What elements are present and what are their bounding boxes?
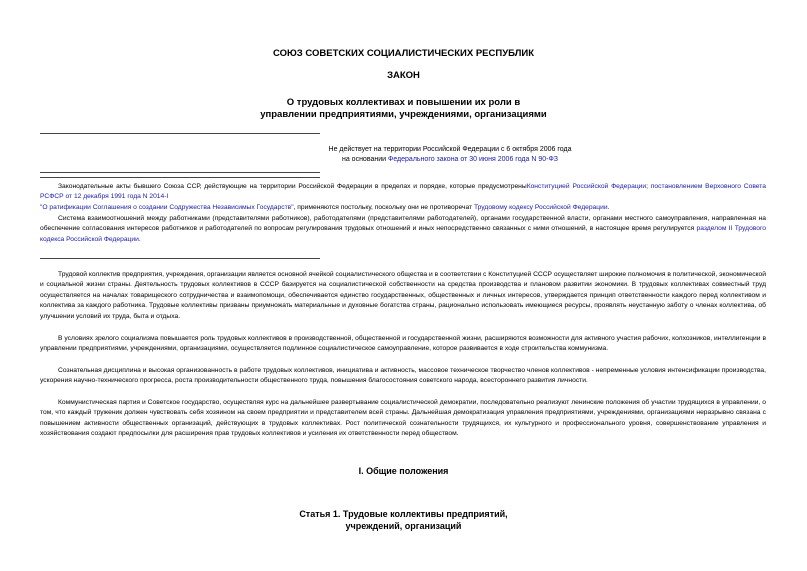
state-heading: СОЮЗ СОВЕТСКИХ СОЦИАЛИСТИЧЕСКИХ РЕСПУБЛИК: [272, 48, 534, 59]
labor-code-link[interactable]: Трудовому кодексу Российской Федерации: [473, 203, 608, 211]
labor-code-section-link[interactable]: разделом II Трудового кодекса Российской Федерации: [40, 225, 766, 243]
commentary-paragraph-2: [40, 214, 766, 245]
doc-type-heading: ЗАКОН: [387, 70, 420, 81]
article-heading-line-1: Статья 1. Трудовые коллективы предприятий,: [299, 509, 508, 519]
divider: [40, 133, 320, 134]
divider: [40, 258, 320, 259]
status-note-prefix: на основании: [341, 156, 388, 163]
divider: [40, 177, 320, 178]
commentary-paragraph-1: [40, 182, 766, 213]
commentary-separator: ;: [646, 183, 648, 190]
supreme-soviet-resolution-link[interactable]: постановлением Верховного Совета РСФСР от 12 декабря 1991 года N 2014-I: [40, 183, 767, 201]
commentary-text: .: [138, 235, 141, 243]
commentary-text: Система взаимоотношений между работниками (представителями работников), работодателями (представителями работодателей), органами государственной власти, органами местного самоуправления, направленная на обеспечение согласования интересов работников и работодателей по вопросам регулирования трудовых отношений и иных непосредственно связанных с ними отношений, в настоящее время регулируется: [40, 215, 766, 233]
commentary-text: Законодательные акты бывшего Союза ССР, действующие на территории Российской Федерации в пределах и порядке, которые предусмотрены: [58, 183, 527, 190]
status-note-line-2: [200, 155, 700, 165]
law-title-line-2: управлении предприятиями, учреждениями, организациями: [260, 109, 547, 120]
cis-agreement-link[interactable]: "О ратификации Соглашения о создании Содружества Независимых Государств": [40, 203, 294, 211]
article-heading-line-2: учреждений, организаций: [345, 521, 462, 531]
commentary-text: , применяются постольку, поскольку они не противоречат: [293, 203, 474, 211]
status-note-line-1: Не действует на территории Российской Федерации с 6 октября 2006 года: [328, 146, 572, 153]
preamble-paragraph-3: Сознательная дисциплина и высокая организованность в работе трудовых коллективов, инициатива и активность, массовое техническое творчество членов коллективов - непременные условия интенсификации производства, ускорения научно-технического прогресса, роста производительности общественного труда, повышения благосостояния советского народа, всестороннего развития личности.: [40, 367, 766, 385]
preamble-paragraph-1: Трудовой коллектив предприятия, учреждения, организации является основной ячейкой социалистического общества и в соответствии с Конституцией СССР осуществляет широкие полномочия в политической, экономической и социальной жизни страны. Деятельность трудовых коллективов в СССР базируется на социалистической собственности на средства производства и плановом развитии экономики. В трудовых коллективах совместный труд осуществляется на началах товарищеского сотрудничества и взаимопомощи, обеспечивается единство государственных, общественных и личных интересов, утверждается принцип ответственности каждого перед коллективом и коллектива за каждого работника. Трудовые коллективы призваны приумножать материальные и духовные богатства страны, рационально использовать имеющиеся ресурсы, проявлять неустанную заботу о членах коллектива, об улучшении условий их труда, быта и отдыха.: [40, 271, 766, 320]
law-title: [0, 97, 807, 121]
preamble-paragraph-4: Коммунистическая партия и Советское государство, осуществляя курс на дальнейшее развертывание социалистической демократии, последовательно реализуют ленинские положения об участии трудящихся в управлении, о том, что каждый труженик должен чувствовать себя хозяином на своем предприятии и представителем всей страны. Дальнейшая демократизация управления предприятиями, учреждениями, организациями неразрывно связана с повышением активности общественных организаций, действующих в трудовых коллективах. Рост политической сознательности трудящихся, их культурного и профессионального уровня, совершенствование управления и хозяйствования создают предпосылки для расширения прав трудовых коллективов и усиления их ответственности перед обществом.: [40, 399, 766, 438]
divider: [40, 172, 320, 173]
commentary-text: .: [607, 203, 610, 211]
section-heading: I. Общие положения: [358, 466, 449, 476]
law-title-line-1: О трудовых коллективах и повышении их роли в: [286, 97, 521, 108]
preamble-paragraph-2: В условиях зрелого социализма повышается роль трудовых коллективов в производственной, общественной и государственной жизни, расширяются возможности для активного участия рабочих, колхозников, интеллигенции в управлении предприятиями, учреждениями, организациями, осуществляется подлинное социалистическое самоуправление, которое развивается в ходе строительства коммунизма.: [40, 335, 766, 353]
article-heading: [0, 508, 807, 532]
status-note: [200, 145, 700, 165]
federal-law-link[interactable]: Федерального закона от 30 июня 2006 года N 90-ФЗ: [388, 156, 559, 163]
constitution-link[interactable]: Конституцией Российской Федерации: [526, 183, 647, 190]
